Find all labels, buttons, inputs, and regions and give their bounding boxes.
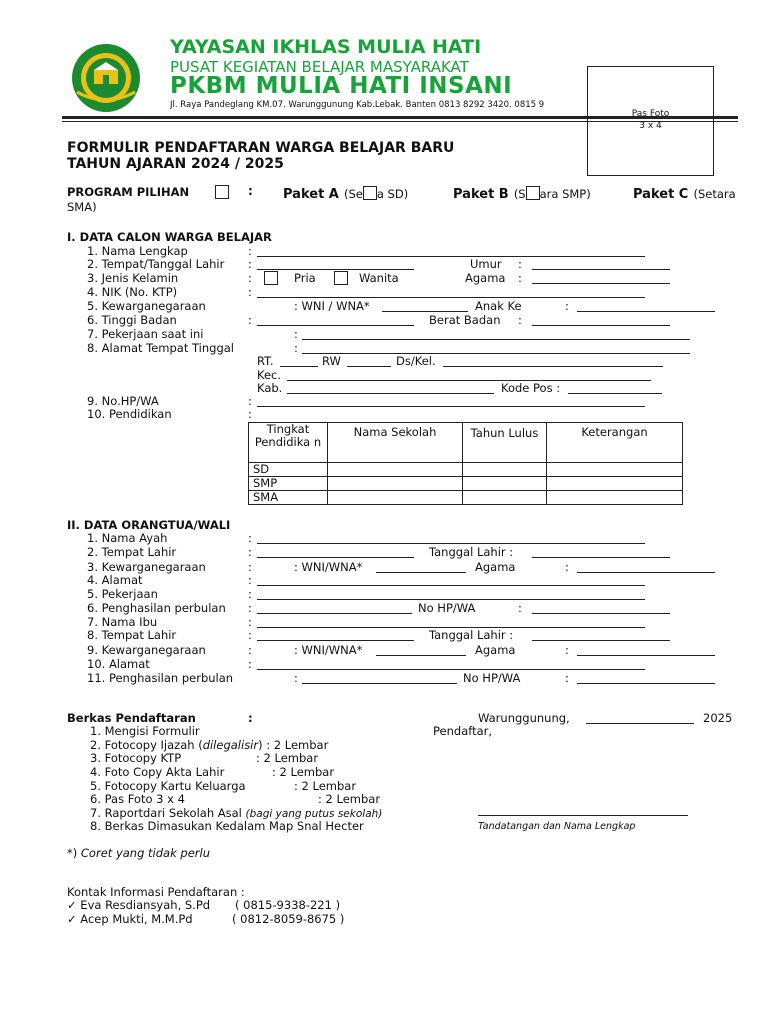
colon: : [294, 671, 298, 685]
foundation-name: YAYASAN IKHLAS MULIA HATI [170, 36, 482, 58]
label-alamat-ibu: 10. Alamat [87, 657, 150, 671]
colon: : [565, 643, 569, 657]
school-name: PKBM MULIA HATI INSANI [170, 73, 513, 99]
section1-title: I. DATA CALON WARGA BELAJAR [67, 230, 272, 244]
label-tempat-lahir-ibu: 8. Tempat Lahir [87, 628, 177, 642]
section2-title: II. DATA ORANGTUA/WALI [67, 518, 231, 532]
colon: : [565, 560, 569, 574]
berkas-item-text: 2. Fotocopy Ijazah ( [90, 738, 203, 752]
year-label: 2025 [703, 711, 733, 725]
label-agama-ibu: Agama [475, 643, 516, 657]
berkas-qty: : 2 Lembar [256, 751, 319, 765]
label-ttl: 2. Tempat/Tanggal Lahir [87, 257, 225, 271]
paket-c-note: (Setara [693, 187, 736, 201]
label-nama-lengkap: 1. Nama Lengkap [87, 244, 188, 258]
th-keterangan: Keterangan [547, 423, 683, 463]
input-alamat[interactable] [302, 343, 690, 354]
row-level: SMA [249, 491, 328, 505]
label-kec: Kec. [257, 368, 282, 382]
label-berat-badan: Berat Badan [429, 313, 501, 327]
label-nohp-ayah: No HP/WA [418, 601, 476, 615]
label-jenis-kelamin: 3. Jenis Kelamin [87, 271, 179, 285]
berkas-item-text: 7. Raportdari Sekolah Asal [90, 806, 242, 820]
input-nohp[interactable] [257, 396, 645, 407]
paket-b [453, 183, 591, 202]
input-pekerjaan-ortu[interactable] [257, 589, 645, 600]
colon: : [248, 711, 253, 725]
input-rt[interactable] [280, 356, 318, 367]
input-alamat-ibu[interactable] [257, 659, 645, 670]
cell-nama-sekolah[interactable] [328, 491, 463, 505]
cell-nama-sekolah[interactable] [328, 463, 463, 477]
input-nik[interactable] [257, 287, 645, 298]
paket-b-label: Paket B [453, 187, 509, 202]
contact-title: Kontak Informasi Pendaftaran : [67, 885, 245, 899]
colon: : [518, 601, 522, 615]
cell-keterangan[interactable] [547, 477, 683, 491]
label-pendidikan: 10. Pendidikan [87, 407, 172, 421]
table-row [249, 463, 683, 477]
label-alamat: 8. Alamat Tempat Tinggal [87, 341, 235, 355]
paket-c-note-cont: SMA) [67, 200, 97, 214]
label-kodepos: Kode Pos : [501, 381, 561, 395]
label-tempat-lahir-ayah: 2. Tempat Lahir [87, 545, 177, 559]
place-label: Warunggunung, [478, 711, 570, 725]
contact-name: Eva Resdiansyah, S.Pd [80, 898, 211, 912]
colon: : [248, 394, 252, 408]
label-pekerjaan-ortu: 5. Pekerjaan [87, 587, 158, 601]
photo-size: 3 x 4 [639, 121, 662, 131]
footnote [67, 846, 210, 860]
colon: : [248, 615, 252, 629]
colon: : [248, 587, 252, 601]
input-anak-ke[interactable] [577, 301, 715, 312]
label-nama-ibu: 7. Nama Ibu [87, 615, 158, 629]
colon: : [248, 601, 252, 615]
colon: : [248, 628, 252, 642]
label-agama-ayah: Agama [475, 560, 516, 574]
cell-tahun[interactable] [463, 477, 547, 491]
label-umur: Umur [470, 257, 502, 271]
cell-keterangan[interactable] [547, 463, 683, 477]
colon: : [248, 545, 252, 559]
contact-item [67, 898, 210, 912]
paket-c-label: Paket C [633, 187, 689, 202]
input-tinggi-badan[interactable] [257, 315, 414, 326]
th-tahun-lulus: Tahun Lulus [463, 423, 547, 463]
berkas-qty: : 2 Lembar [272, 765, 335, 779]
input-tempat-lahir-ibu[interactable] [257, 630, 414, 641]
contact-phone: ( 0815-9338-221 ) [235, 898, 341, 912]
program-checkbox[interactable] [215, 185, 229, 199]
paket-a [283, 183, 408, 202]
label-pekerjaan: 7. Pekerjaan saat ini [87, 327, 204, 341]
colon: : [518, 257, 522, 271]
check-icon: ✓ [67, 898, 77, 912]
input-tgl-lahir-ayah[interactable] [532, 547, 670, 558]
program-label: PROGRAM PILIHAN [67, 185, 190, 199]
colon: : [248, 257, 252, 271]
label-nohp: 9. No.HP/WA [87, 394, 159, 408]
form-year: TAHUN AJARAN 2024 / 2025 [67, 156, 284, 172]
center-name: PUSAT KEGIATAN BELAJAR MASYARAKAT [170, 58, 469, 76]
raport-note: (bagi yang putus sekolah) [245, 808, 383, 820]
checkbox-pria[interactable] [264, 271, 278, 285]
input-nama-ayah[interactable] [257, 533, 645, 544]
th-nama-sekolah: Nama Sekolah [328, 423, 463, 463]
label-tinggi-badan: 6. Tinggi Badan [87, 313, 177, 327]
input-nohp-ibu[interactable] [577, 673, 715, 684]
label-kab: Kab. [257, 381, 283, 395]
input-penghasilan-ayah[interactable] [257, 603, 412, 614]
paket-a-checkbox[interactable] [363, 186, 377, 200]
berkas-item [90, 806, 382, 820]
input-ttl[interactable] [257, 259, 414, 270]
label-rw: RW [322, 354, 341, 368]
input-penghasilan-ibu[interactable] [302, 673, 457, 684]
colon: : [248, 313, 252, 327]
pendaftar-label: Pendaftar, [433, 724, 493, 738]
checkbox-wanita[interactable] [334, 271, 348, 285]
input-agama-ibu[interactable] [577, 645, 715, 656]
input-date[interactable] [586, 713, 694, 724]
cell-keterangan[interactable] [547, 491, 683, 505]
input-rw[interactable] [347, 356, 391, 367]
colon: : [248, 643, 252, 657]
contact-phone: ( 0812-8059-8675 ) [232, 912, 345, 926]
school-address: Jl. Raya Pandeglang KM.07. Warunggunung Kab.Lebak. Banten 0813 8292 3420. 0815 9 [170, 100, 545, 110]
input-nama-lengkap[interactable] [257, 246, 645, 257]
colon: : [248, 285, 252, 299]
label-tgl-lahir-ayah: Tanggal Lahir : [429, 545, 514, 559]
label-nik: 4. NIK (No. KTP) [87, 285, 178, 299]
paket-b-note-post: ara SMP) [539, 187, 591, 201]
check-icon: ✓ [67, 912, 77, 926]
input-alamat-ayah[interactable] [257, 575, 645, 586]
colon: : [518, 313, 522, 327]
label-pria: Pria [294, 271, 316, 285]
school-logo [65, 42, 147, 114]
input-kodepos[interactable] [568, 383, 662, 394]
th-tingkat: Tingkat Pendidika n [249, 423, 328, 463]
berkas-qty: ) : 2 Lembar [258, 738, 329, 752]
input-agama-ayah[interactable] [577, 562, 715, 573]
paket-c [633, 183, 736, 202]
berkas-qty: : 2 Lembar [294, 779, 357, 793]
input-dskel[interactable] [443, 356, 663, 367]
label-nohp-ibu: No HP/WA [463, 671, 521, 685]
label-dskel: Ds/Kel. [396, 354, 436, 368]
cell-tahun[interactable] [463, 491, 547, 505]
label-penghasilan-ayah: 6. Penghasilan perbulan [87, 601, 226, 615]
label-tgl-lahir-ibu: Tanggal Lahir : [429, 628, 514, 642]
berkas-qty: : 2 Lembar [318, 792, 381, 806]
row-level: SD [249, 463, 328, 477]
input-pekerjaan[interactable] [302, 329, 690, 340]
paket-b-note-pre: (S [513, 187, 526, 201]
colon: : [248, 531, 252, 545]
colon: : [248, 407, 252, 421]
input-umur[interactable] [532, 259, 670, 270]
berkas-item: 1. Mengisi Formulir [90, 724, 200, 738]
dilegalisir: dilegalisir [202, 738, 259, 752]
berkas-item: 3. Fotocopy KTP [90, 751, 182, 765]
paket-a-note-post: a SD) [376, 187, 409, 201]
input-nama-ibu[interactable] [257, 617, 645, 628]
paket-b-checkbox[interactable] [526, 186, 540, 200]
table-row [249, 477, 683, 491]
berkas-item: 4. Foto Copy Akta Lahir [90, 765, 225, 779]
colon: : [248, 244, 252, 258]
colon: : [248, 657, 252, 671]
colon: : [248, 271, 252, 285]
berkas-item: 5. Fotocopy Kartu Keluarga [90, 779, 246, 793]
contact-name: Acep Mukti, M.M.Pd [80, 912, 193, 926]
label-kewarganegaraan: 5. Kewarganegaraan [87, 299, 206, 313]
input-tgl-lahir-ibu[interactable] [532, 630, 670, 641]
colon: : [565, 299, 569, 313]
berkas-item: 6. Pas Foto 3 x 4 [90, 792, 185, 806]
input-kewarganegaraan-ibu[interactable] [376, 645, 466, 656]
label-kewarganegaraan-ayah: 3. Kewarganegaraan [87, 560, 206, 574]
input-tempat-lahir-ayah[interactable] [257, 547, 414, 558]
label-alamat-ayah: 4. Alamat [87, 573, 143, 587]
colon: : [248, 560, 252, 574]
program-colon: : [248, 184, 253, 198]
table-row [249, 491, 683, 505]
colon: : [565, 671, 569, 685]
cell-tahun[interactable] [463, 463, 547, 477]
footnote-text: Coret yang tidak perlu [80, 846, 210, 860]
paket-a-label: Paket A [283, 187, 339, 202]
label-nama-ayah: 1. Nama Ayah [87, 531, 168, 545]
footnote-star: *) [67, 846, 78, 860]
form-title: FORMULIR PENDAFTARAN WARGA BELAJAR BARU [67, 140, 455, 156]
input-kewarganegaraan[interactable] [382, 301, 468, 312]
input-kec[interactable] [287, 370, 651, 381]
colon: : [248, 573, 252, 587]
label-kewarganegaraan-ibu: 9. Kewarganegaraan [87, 643, 206, 657]
cell-nama-sekolah[interactable] [328, 477, 463, 491]
input-kab[interactable] [287, 383, 494, 394]
signature-caption: Tandatangan dan Nama Lengkap [478, 821, 636, 832]
wni-wna-ibu: : WNI/WNA* [294, 643, 363, 657]
label-agama: Agama [465, 271, 506, 285]
photo-label: Pas Foto [631, 109, 670, 119]
paket-a-note-pre: (Se [343, 187, 363, 201]
input-agama[interactable] [532, 273, 670, 284]
input-berat-badan[interactable] [532, 315, 670, 326]
label-rt: RT. [257, 354, 274, 368]
colon: : [518, 271, 522, 285]
row-level: SMP [249, 477, 328, 491]
berkas-title: Berkas Pendaftaran [67, 711, 196, 725]
wni-wna-ayah: : WNI/WNA* [294, 560, 363, 574]
berkas-item: 8. Berkas Dimasukan Kedalam Map Snal Hecter [90, 819, 364, 833]
contact-item [67, 912, 193, 926]
label-anak-ke: Anak Ke [475, 299, 522, 313]
label-penghasilan-ibu: 11. Penghasilan perbulan [87, 671, 234, 685]
signature-line[interactable] [478, 815, 688, 816]
colon: : [294, 341, 298, 355]
label-wanita: Wanita [359, 271, 399, 285]
colon: : [294, 327, 298, 341]
photo-box [587, 66, 714, 176]
education-table [248, 422, 683, 505]
wni-wna: : WNI / WNA* [294, 299, 370, 313]
berkas-item [90, 738, 328, 752]
input-nohp-ayah[interactable] [532, 603, 670, 614]
input-kewarganegaraan-ayah[interactable] [376, 562, 466, 573]
